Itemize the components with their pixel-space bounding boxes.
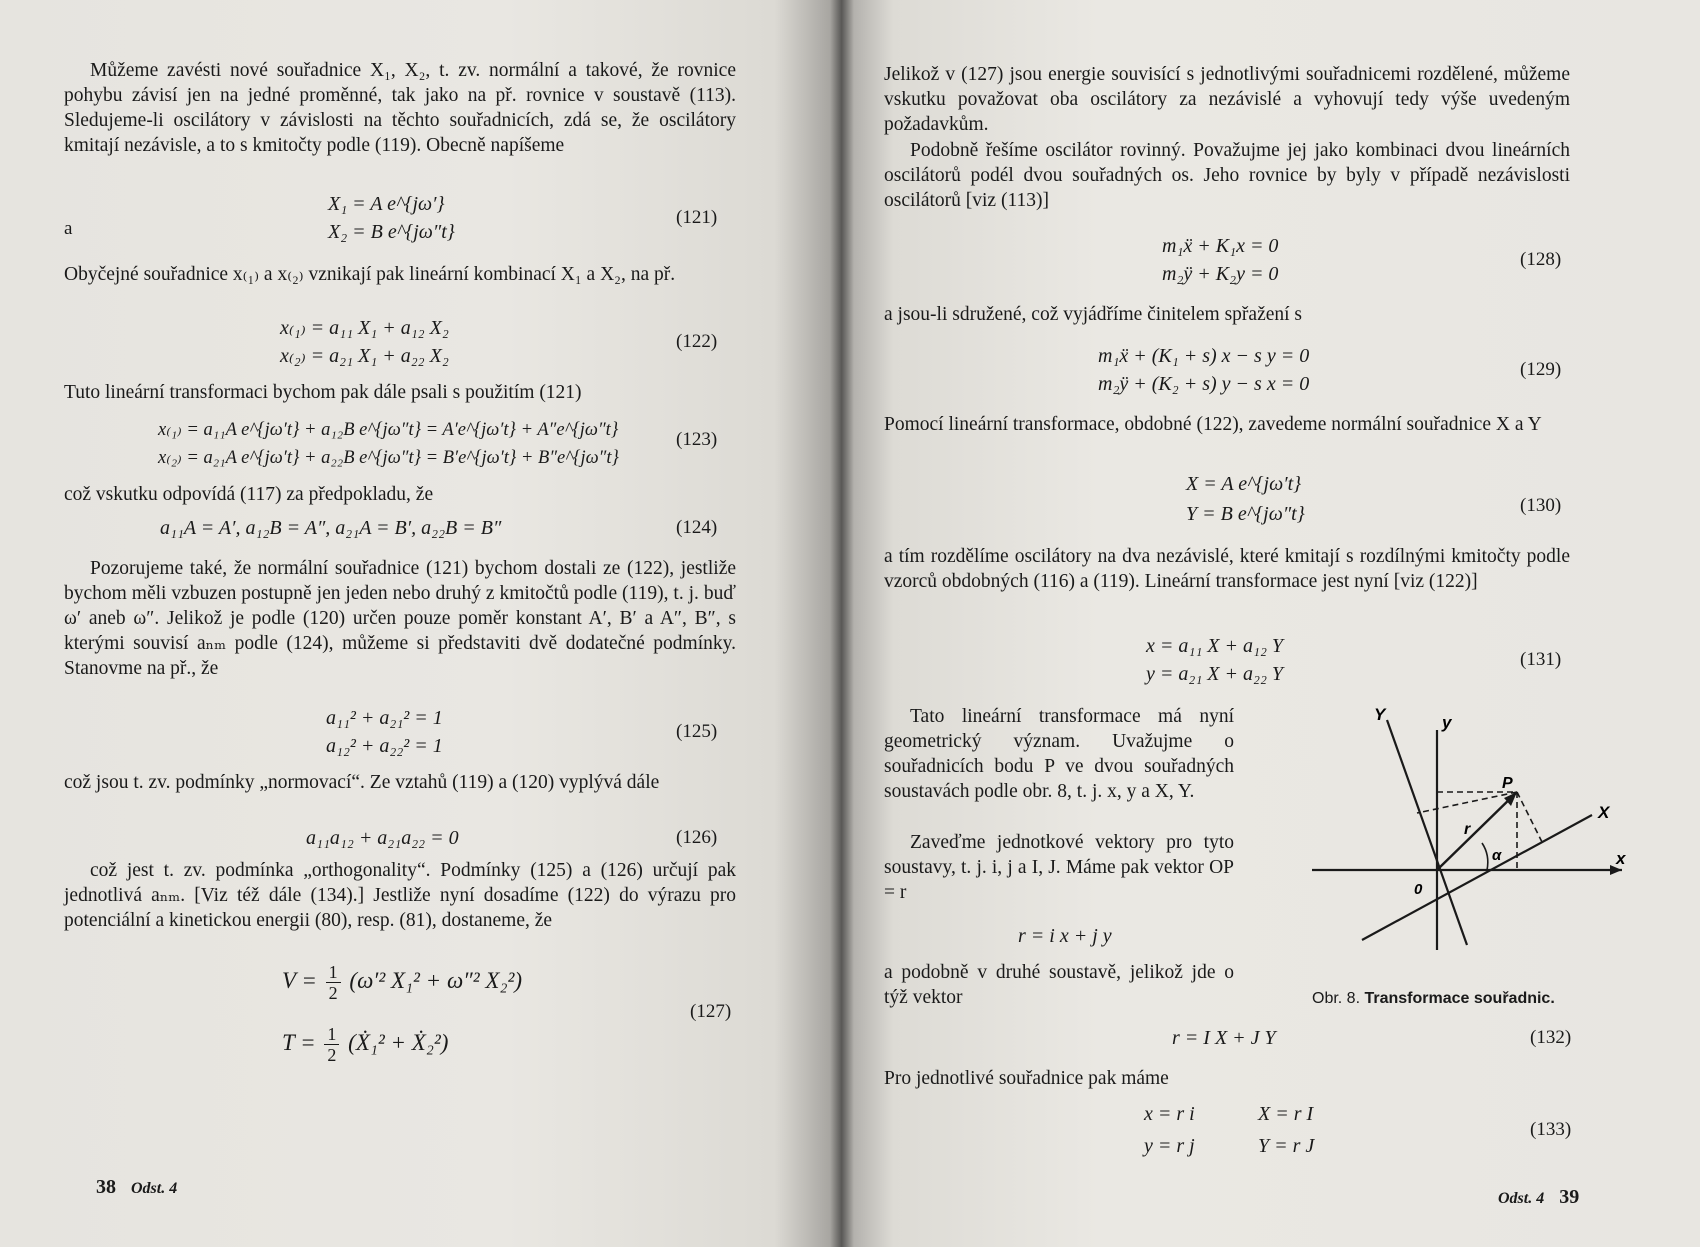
eq127-v-fraction — [326, 962, 341, 1003]
label-y: y — [1442, 713, 1452, 732]
right-para-9 — [884, 1066, 1570, 1091]
eq127-t-fraction — [324, 1024, 339, 1065]
figure-caption — [1312, 990, 1555, 1008]
right-para-7-text: Zaveďme jednotkové vektory pro tyto soustavy, t. j. i, j a I, J. Máme pak vektor OP = r — [884, 832, 1234, 903]
left-para-1 — [64, 58, 736, 158]
eq123-line2: x₍₂₎ = a₂₁A e^{jω′t} + a₂₂B e^{jω″t} = B′e^{jω′t} + B″e^{jω″t} — [158, 448, 619, 468]
right-para-2 — [884, 138, 1570, 213]
projection-to-Y-axis — [1417, 792, 1517, 813]
angle-arc — [1482, 843, 1488, 870]
eq128-line1: m₁ẍ + K₁x = 0 — [1162, 235, 1279, 257]
eq133-number: (133) — [1530, 1119, 1572, 1140]
eq129-line2: m₂ÿ + (K₂ + s) y − s x = 0 — [1098, 373, 1310, 395]
eq127-t-rhs: (Ẋ₁² + Ẋ₂²) — [348, 1029, 449, 1055]
eq130-number: (130) — [1520, 495, 1562, 516]
label-O: 0 — [1414, 881, 1423, 898]
right-para-4-text: Pomocí lineární transformace, obdobné (122), zavedeme normální souřadnice X a Y — [884, 414, 1542, 435]
eq133-line2b: Y = r J — [1258, 1135, 1315, 1157]
left-para-2-text: Obyčejné souřadnice x₍₁₎ a x₍₂₎ vznikají pak lineární kombinací X₁ a X₂, na př. — [64, 264, 676, 285]
eq132-number: (132) — [1530, 1027, 1572, 1048]
eq122-number: (122) — [676, 331, 718, 352]
left-para-6 — [64, 770, 736, 795]
right-para-5 — [884, 544, 1570, 594]
right-para-7 — [884, 830, 1234, 905]
label-r: r — [1464, 821, 1471, 838]
left-para-3-text: Tuto lineární transformaci bychom pak dále psali s použitím (121) — [64, 382, 582, 403]
vector-r — [1437, 792, 1517, 870]
label-Y: Y — [1374, 705, 1386, 724]
eq126: a₁₁a₁₂ + a₂₁a₂₂ = 0 — [306, 827, 459, 849]
eq127-t — [282, 1024, 448, 1065]
left-para-3 — [64, 380, 736, 405]
book-spine-shadow — [830, 0, 854, 1247]
left-para-4-text: což vskutku odpovídá (117) za předpokladu, že — [64, 484, 434, 505]
left-para-4 — [64, 482, 736, 507]
eq126-number: (126) — [676, 827, 718, 848]
right-para-5-text: a tím rozdělíme oscilátory na dva nezávislé, které kmitají s rozdílnými kmitočty podle vzorců obdobných (116) a (119). Lineární transformace jest nyní [viz (122)] — [884, 546, 1570, 592]
eq133-line1b: X = r I — [1258, 1103, 1314, 1125]
label-P: P — [1502, 775, 1513, 792]
left-section-label: Odst. 4 — [131, 1180, 178, 1197]
label-X: X — [1598, 803, 1610, 822]
label-alpha: α — [1492, 847, 1502, 864]
right-para-9-text: Pro jednotlivé souřadnice pak máme — [884, 1068, 1169, 1089]
eq125-line2: a₁₂² + a₂₂² = 1 — [326, 735, 443, 757]
eq133-line2a: y = r j — [1144, 1135, 1195, 1157]
eq129-line1: m₁ẍ + (K₁ + s) x − s y = 0 — [1098, 345, 1310, 367]
eq121-line2: X₂ = B e^{jω″t} — [328, 221, 455, 243]
eq127-v-rhs: (ω′² X₁² + ω″² X₂²) — [349, 967, 523, 993]
Y-axis — [1387, 720, 1467, 945]
eq-r: r = i x + j y — [1018, 925, 1112, 947]
left-para-5-text: Pozorujeme také, že normální souřadnice (121) bychom dostali ze (122), jestliže bychom měli vzbuzen postupně jen jeden nebo druhý z kmitočtů podle (119), t. j. buď ω′ aneb ω″. Jelikož je podle (120) určen pouze poměr konstant A′, B′ a A″, B″, s kterými souvisí aₙₘ podle (124), můžeme si představiti dvě dodatečné podmínky. Stanovme na př., že — [64, 558, 736, 679]
right-para-2-text: Podobně řešíme oscilátor rovinný. Považujme jej jako kombinaci dvou lineárních oscilátorů podél dvou souřadných os. Jeho rovnice by byly v případě nezávislosti oscilátorů [viz (113)] — [884, 140, 1570, 211]
eq121-conjunction: a — [64, 218, 73, 239]
left-para-1-text: Můžeme zavésti nové souřadnice X₁, X₂, t. zv. normální a takové, že rovnice pohybu závisí jen na jedné proměnné, tak jako na př. rovnice v soustavě (113). Sledujeme-li oscilátory v závislosti na těchto souřadnicích, zdá se, že oscilátory kmitají nezávisle, a to s kmitočty podle (119). Obecně napíšeme — [64, 60, 736, 156]
eq124-number: (124) — [676, 517, 718, 538]
eq128-line2: m₂ÿ + K₂y = 0 — [1162, 263, 1279, 285]
eq124: a₁₁A = A′, a₁₂B = A″, a₂₁A = B′, a₂₂B = B″ — [160, 517, 502, 539]
X-axis — [1362, 815, 1592, 940]
frac-numerator: 1 — [324, 1024, 339, 1045]
eq130-line2: Y = B e^{jω″t} — [1186, 503, 1305, 525]
eq122-line2: x₍₂₎ = a₂₁ X₁ + a₂₂ X₂ — [280, 345, 449, 367]
frac-denominator: 2 — [328, 983, 338, 1003]
eq131-number: (131) — [1520, 649, 1562, 670]
right-para-1 — [884, 62, 1570, 137]
frac-denominator: 2 — [327, 1045, 337, 1065]
left-para-2 — [64, 262, 736, 287]
right-para-8 — [884, 960, 1234, 1010]
figure-caption-title: Transformace souřadnic. — [1364, 990, 1555, 1007]
eq127-v-lhs: V = — [282, 967, 317, 993]
left-page — [0, 0, 842, 1247]
right-para-6 — [884, 704, 1234, 804]
eq121-number: (121) — [676, 207, 718, 228]
eq132: r = I X + J Y — [1172, 1027, 1276, 1049]
left-para-7 — [64, 858, 736, 933]
right-para-6-text: Tato lineární transformace má nyní geometrický význam. Uvažujme o souřadnicích bodu P ve dvou souřadných soustavách podle obr. 8, t. j. x, y a X, Y. — [884, 706, 1234, 802]
eq121-line1: X₁ = A e^{jω′} — [328, 193, 445, 215]
right-para-3-text: a jsou-li sdružené, což vyjádříme činitelem spřažení s — [884, 304, 1303, 325]
left-para-7-text: což jest t. zv. podmínka „orthogonality“. Podmínky (125) a (126) určují pak jednotlivá aₙₘ. [Viz též dále (134).] Jestliže nyní dosadíme (122) do výrazu pro potenciální a kinetickou energii (80), resp. (81), dostaneme, že — [64, 860, 736, 931]
eq131-line2: y = a₂₁ X + a₂₂ Y — [1146, 663, 1284, 685]
figure-caption-prefix: Obr. 8. — [1312, 990, 1361, 1007]
eq125-line1: a₁₁² + a₂₁² = 1 — [326, 707, 443, 729]
right-para-3 — [884, 302, 1570, 327]
frac-numerator: 1 — [326, 962, 341, 983]
right-footer — [1498, 1186, 1579, 1209]
right-para-1-text: Jelikož v (127) jsou energie souvisící s jednotlivými souřadnicemi rozdělené, můžeme vskutku považovat oba oscilátory za nezávislé a vyhovují tedy výše uvedeným požadavkům. — [884, 64, 1570, 135]
eq125-number: (125) — [676, 721, 718, 742]
right-section-label: Odst. 4 — [1498, 1190, 1545, 1207]
left-page-number: 38 — [96, 1176, 116, 1198]
eq127-number: (127) — [690, 1001, 732, 1022]
eq129-number: (129) — [1520, 359, 1562, 380]
eq127-v — [282, 962, 522, 1003]
eq127-t-lhs: T = — [282, 1029, 316, 1055]
right-para-8-text: a podobně v druhé soustavě, jelikož jde o týž vektor — [884, 962, 1234, 1008]
eq123-line1: x₍₁₎ = a₁₁A e^{jω′t} + a₁₂B e^{jω″t} = A′e^{jω′t} + A″e^{jω″t} — [158, 420, 619, 440]
eq122-line1: x₍₁₎ = a₁₁ X₁ + a₁₂ X₂ — [280, 317, 449, 339]
eq133-line1a: x = r i — [1144, 1103, 1195, 1125]
coordinate-transform-figure — [1302, 700, 1632, 960]
eq123-number: (123) — [676, 429, 718, 450]
label-x: x — [1616, 849, 1626, 868]
eq131-line1: x = a₁₁ X + a₁₂ Y — [1146, 635, 1284, 657]
projection-to-X-axis — [1517, 792, 1542, 842]
right-page — [842, 0, 1700, 1247]
left-para-5 — [64, 556, 736, 681]
eq130-line1: X = A e^{jω′t} — [1186, 473, 1302, 495]
eq128-number: (128) — [1520, 249, 1562, 270]
right-page-number: 39 — [1559, 1186, 1580, 1208]
right-para-4 — [884, 412, 1570, 437]
left-para-6-text: což jsou t. zv. podmínky „normovací“. Ze vztahů (119) a (120) vyplývá dále — [64, 772, 660, 793]
left-footer — [96, 1176, 177, 1199]
